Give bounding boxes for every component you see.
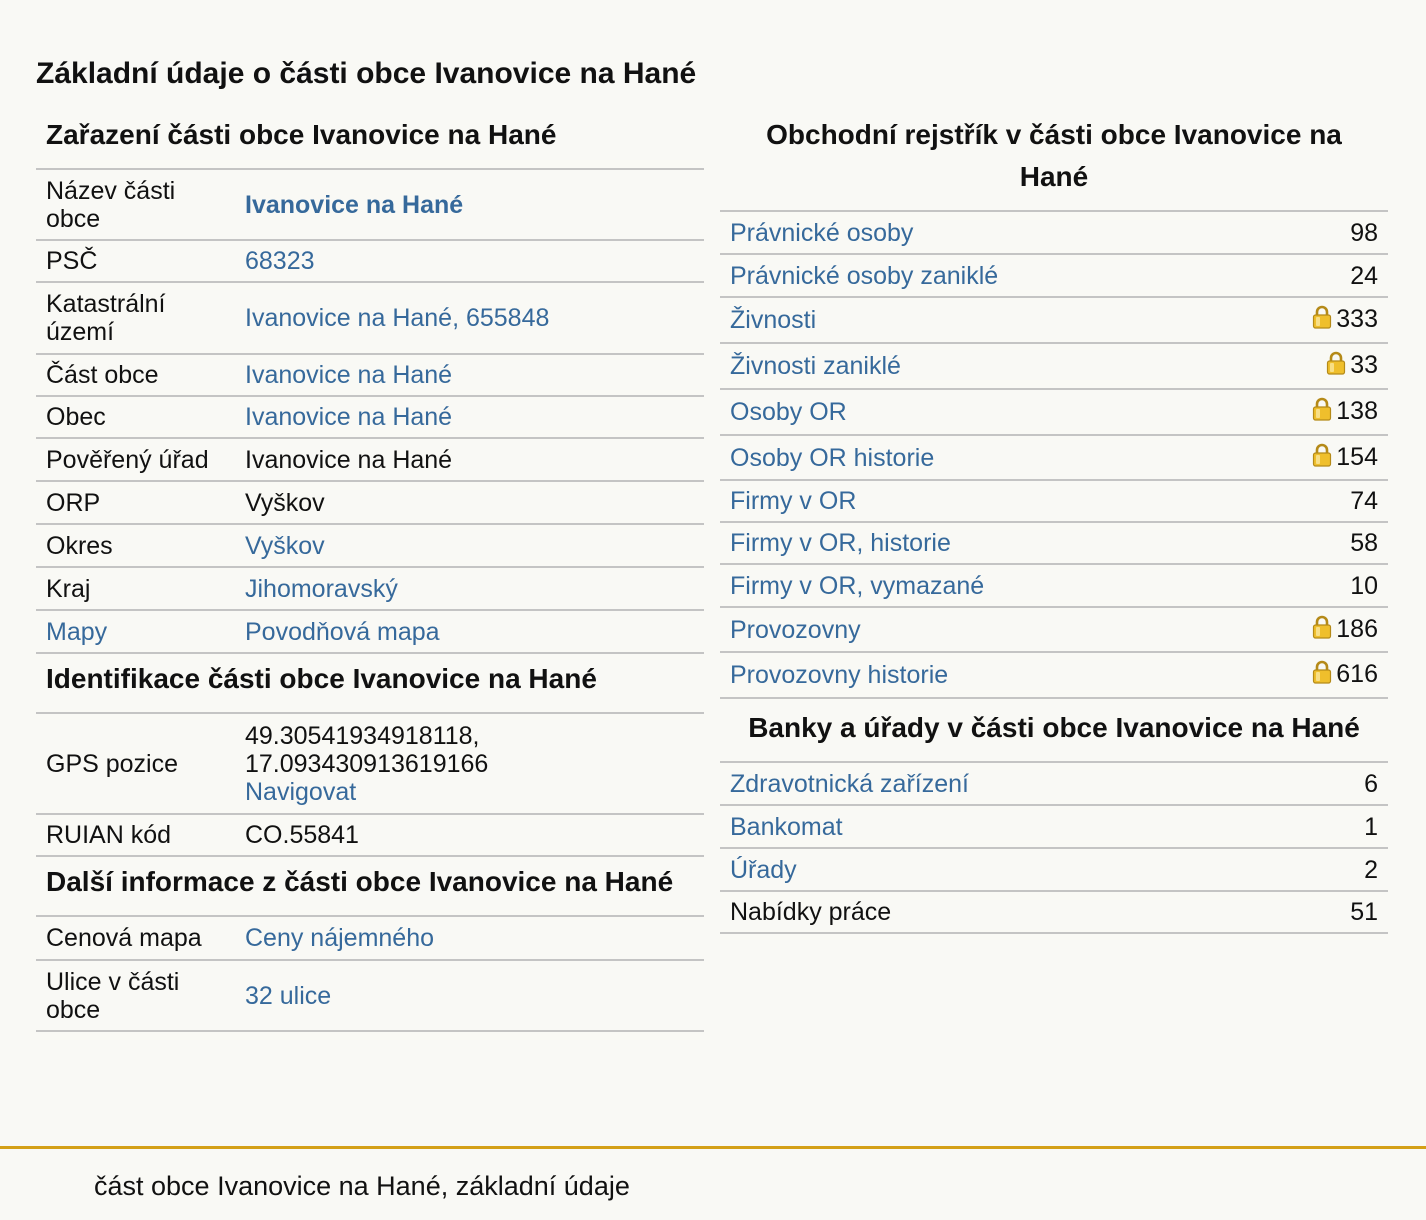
- row-value: CO.55841: [235, 814, 704, 856]
- table-row: [36, 282, 704, 354]
- link-ceny-najemneho[interactable]: Ceny nájemného: [245, 924, 435, 952]
- section-title-dalsi: Další informace z části obce Ivanovice na Hané: [36, 857, 704, 917]
- gps-value: [235, 714, 704, 814]
- count-value: 51: [1350, 898, 1378, 926]
- link-kraj[interactable]: Jihomoravský: [245, 574, 398, 603]
- lock-icon: [1312, 443, 1332, 473]
- banky-label-3: Nabídky práce: [730, 898, 892, 926]
- row-label: RUIAN kód: [36, 814, 235, 856]
- table-row: [36, 396, 704, 438]
- count-value: 6: [1364, 769, 1378, 798]
- row-label: Pověřený úřad: [36, 438, 235, 481]
- rejstrik-label-10[interactable]: Provozovny historie: [730, 661, 949, 689]
- row-value: Ivanovice na Hané: [235, 438, 704, 481]
- link-nazev-casti-obce[interactable]: Ivanovice na Hané: [245, 190, 464, 219]
- count-value: 138: [1336, 397, 1378, 425]
- rejstrik-label-1[interactable]: Právnické osoby zaniklé: [730, 261, 999, 290]
- banky-label-2[interactable]: Úřady: [730, 855, 797, 884]
- lock-icon: [1312, 305, 1332, 335]
- table-row: [720, 652, 1388, 698]
- table-row: [36, 917, 704, 960]
- table-row: [720, 435, 1388, 480]
- navigate-link[interactable]: Navigovat: [245, 777, 357, 806]
- identifikace-table: [36, 714, 704, 857]
- table-row: [720, 607, 1388, 652]
- count-value: 58: [1350, 529, 1378, 557]
- row-label: PSČ: [36, 240, 235, 282]
- banky-table: [720, 763, 1388, 934]
- count-value: 10: [1350, 571, 1378, 600]
- row-label: Okres: [36, 524, 235, 567]
- count-value: 333: [1336, 305, 1378, 333]
- row-label: Cenová mapa: [36, 917, 235, 960]
- row-label: Část obce: [36, 354, 235, 396]
- footer-divider: [0, 1146, 1426, 1149]
- table-row: [720, 389, 1388, 435]
- page-title: Základní údaje o části obce Ivanovice na Hané: [36, 57, 697, 90]
- count-value: 1: [1364, 812, 1378, 841]
- table-row: [36, 610, 704, 653]
- rejstrik-label-8[interactable]: Firmy v OR, vymazané: [730, 571, 985, 600]
- table-row: [720, 522, 1388, 564]
- rejstrik-label-0[interactable]: Právnické osoby: [730, 218, 914, 247]
- banky-label-0[interactable]: Zdravotnická zařízení: [730, 769, 969, 798]
- rejstrik-label-3[interactable]: Živnosti zaniklé: [730, 352, 901, 380]
- count-value: 74: [1350, 487, 1378, 515]
- count-value: 24: [1350, 261, 1378, 290]
- lock-icon: [1326, 351, 1346, 381]
- row-label: Ulice v části obce: [36, 960, 235, 1031]
- table-row: [720, 891, 1388, 933]
- right-column: [720, 110, 1388, 934]
- table-row: [720, 564, 1388, 607]
- dalsi-table: [36, 917, 704, 1032]
- count-value: 154: [1336, 442, 1378, 471]
- lock-icon: [1312, 397, 1332, 427]
- rejstrik-label-9[interactable]: Provozovny: [730, 615, 861, 644]
- link-mapy[interactable]: Mapy: [46, 617, 108, 646]
- row-value: Vyškov: [235, 481, 704, 524]
- row-label: Katastrální území: [36, 282, 235, 354]
- row-label: Obec: [36, 396, 235, 438]
- rejstrik-label-6[interactable]: Firmy v OR: [730, 487, 857, 515]
- table-row: [36, 240, 704, 282]
- table-row: [36, 567, 704, 610]
- table-row: [36, 714, 704, 814]
- table-row: [720, 343, 1388, 389]
- rejstrik-label-2[interactable]: Živnosti: [730, 306, 817, 334]
- link-cast-obce[interactable]: Ivanovice na Hané: [245, 361, 453, 389]
- lock-icon: [1312, 660, 1332, 690]
- row-label: ORP: [36, 481, 235, 524]
- left-column: [36, 110, 704, 1032]
- rejstrik-label-7[interactable]: Firmy v OR, historie: [730, 529, 951, 557]
- row-label: Název části obce: [36, 170, 235, 240]
- table-row: [36, 960, 704, 1031]
- section-title-zarazeni: Zařazení části obce Ivanovice na Hané: [36, 110, 704, 170]
- count-value: 2: [1364, 855, 1378, 884]
- rejstrik-label-5[interactable]: Osoby OR historie: [730, 443, 935, 472]
- zarazeni-table: [36, 170, 704, 654]
- table-row: [720, 763, 1388, 805]
- row-label: GPS pozice: [36, 714, 235, 814]
- section-title-banky: Banky a úřady v části obce Ivanovice na Hané: [720, 703, 1388, 763]
- link-ulice[interactable]: 32 ulice: [245, 981, 332, 1010]
- section-title-rejstrik: Obchodní rejstřík v části obce Ivanovice na Hané: [720, 110, 1388, 212]
- rejstrik-table: [720, 212, 1388, 699]
- link-obec[interactable]: Ivanovice na Hané: [245, 403, 453, 431]
- table-row: [36, 481, 704, 524]
- table-row: [720, 848, 1388, 891]
- banky-label-1[interactable]: Bankomat: [730, 812, 843, 841]
- lock-icon: [1312, 615, 1332, 645]
- table-row: [720, 254, 1388, 297]
- table-row: [36, 170, 704, 240]
- table-row: [720, 480, 1388, 522]
- table-row: [36, 814, 704, 856]
- table-row: [720, 212, 1388, 254]
- link-okres[interactable]: Vyškov: [245, 531, 325, 560]
- table-row: [720, 805, 1388, 848]
- table-row: [36, 524, 704, 567]
- link-povodnova-mapa[interactable]: Povodňová mapa: [245, 617, 440, 646]
- gps-latitude: 49.30541934918118,: [245, 721, 480, 750]
- rejstrik-label-4[interactable]: Osoby OR: [730, 398, 847, 426]
- footer-text: část obce Ivanovice na Hané, základní údaje: [94, 1171, 630, 1201]
- count-value: 616: [1336, 660, 1378, 688]
- row-label: Kraj: [36, 567, 235, 610]
- table-row: [720, 297, 1388, 343]
- gps-longitude: 17.093430913619166: [245, 749, 489, 778]
- link-katastralni-uzemi[interactable]: Ivanovice na Hané, 655848: [245, 304, 550, 332]
- link-psc[interactable]: 68323: [245, 247, 315, 275]
- count-value: 98: [1350, 218, 1378, 247]
- section-title-identifikace: Identifikace části obce Ivanovice na Hané: [36, 654, 704, 714]
- count-value: 186: [1336, 614, 1378, 643]
- table-row: [36, 438, 704, 481]
- table-row: [36, 354, 704, 396]
- count-value: 33: [1350, 351, 1378, 379]
